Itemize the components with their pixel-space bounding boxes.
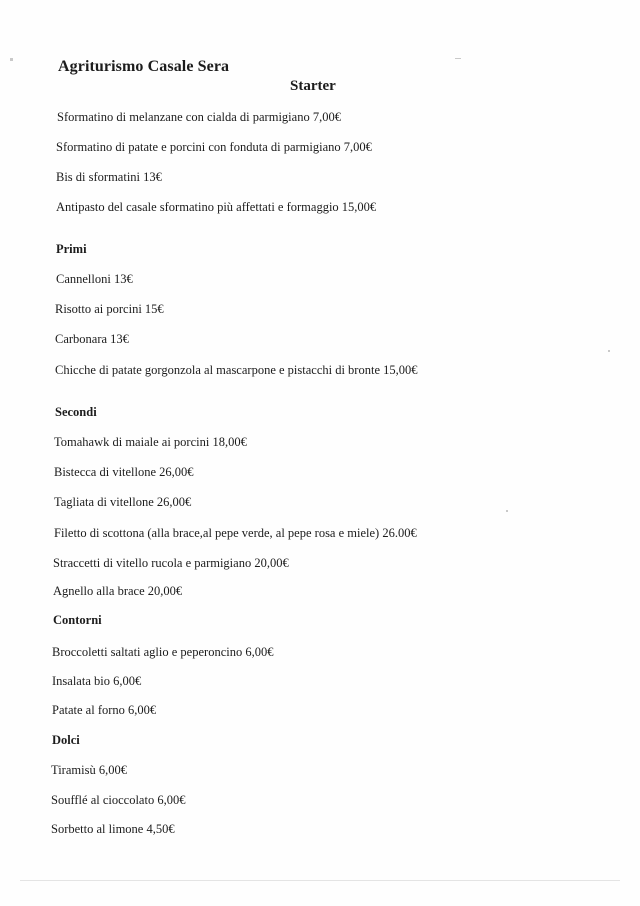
restaurant-name: Agriturismo Casale Sera — [58, 58, 230, 75]
menu-item: Agnello alla brace 20,00€ — [53, 584, 183, 598]
scan-speck — [506, 510, 508, 512]
section-heading-contorni: Contorni — [53, 613, 102, 627]
section-heading-primi: Primi — [56, 242, 87, 256]
menu-item: Risotto ai porcini 15€ — [55, 302, 164, 316]
scan-speck — [10, 58, 13, 61]
section-heading-secondi: Secondi — [55, 405, 97, 419]
menu-item: Broccoletti saltati aglio e peperoncino 6,00€ — [52, 645, 274, 659]
menu-item: Carbonara 13€ — [55, 332, 129, 346]
scan-speck — [608, 350, 610, 352]
menu-item: Tagliata di vitellone 26,00€ — [54, 495, 192, 509]
scan-edge-divider — [20, 880, 620, 881]
scan-speck — [455, 58, 461, 59]
menu-item: Patate al forno 6,00€ — [52, 703, 157, 717]
menu-item: Tomahawk di maiale ai porcini 18,00€ — [54, 435, 247, 449]
menu-item: Filetto di scottona (alla brace,al pepe verde, al pepe rosa e miele) 26.00€ — [54, 526, 417, 540]
menu-item: Sorbetto al limone 4,50€ — [51, 822, 175, 836]
menu-item: Straccetti di vitello rucola e parmigiano 20,00€ — [53, 556, 289, 570]
menu-item: Cannelloni 13€ — [56, 272, 133, 286]
menu-item: Antipasto del casale sformatino più affettati e formaggio 15,00€ — [56, 200, 377, 214]
section-heading-starter: Starter — [290, 78, 336, 94]
menu-item: Tiramisù 6,00€ — [51, 763, 127, 777]
section-heading-dolci: Dolci — [52, 733, 80, 747]
menu-item: Sformatino di melanzane con cialda di parmigiano 7,00€ — [57, 110, 341, 124]
menu-item: Bistecca di vitellone 26,00€ — [54, 465, 194, 479]
menu-item: Chicche di patate gorgonzola al mascarpone e pistacchi di bronte 15,00€ — [55, 363, 418, 377]
menu-item: Sformatino di patate e porcini con fonduta di parmigiano 7,00€ — [56, 140, 372, 154]
menu-item: Bis di sformatini 13€ — [56, 170, 162, 184]
menu-item: Soufflé al cioccolato 6,00€ — [51, 793, 186, 807]
menu-item: Insalata bio 6,00€ — [52, 674, 142, 688]
